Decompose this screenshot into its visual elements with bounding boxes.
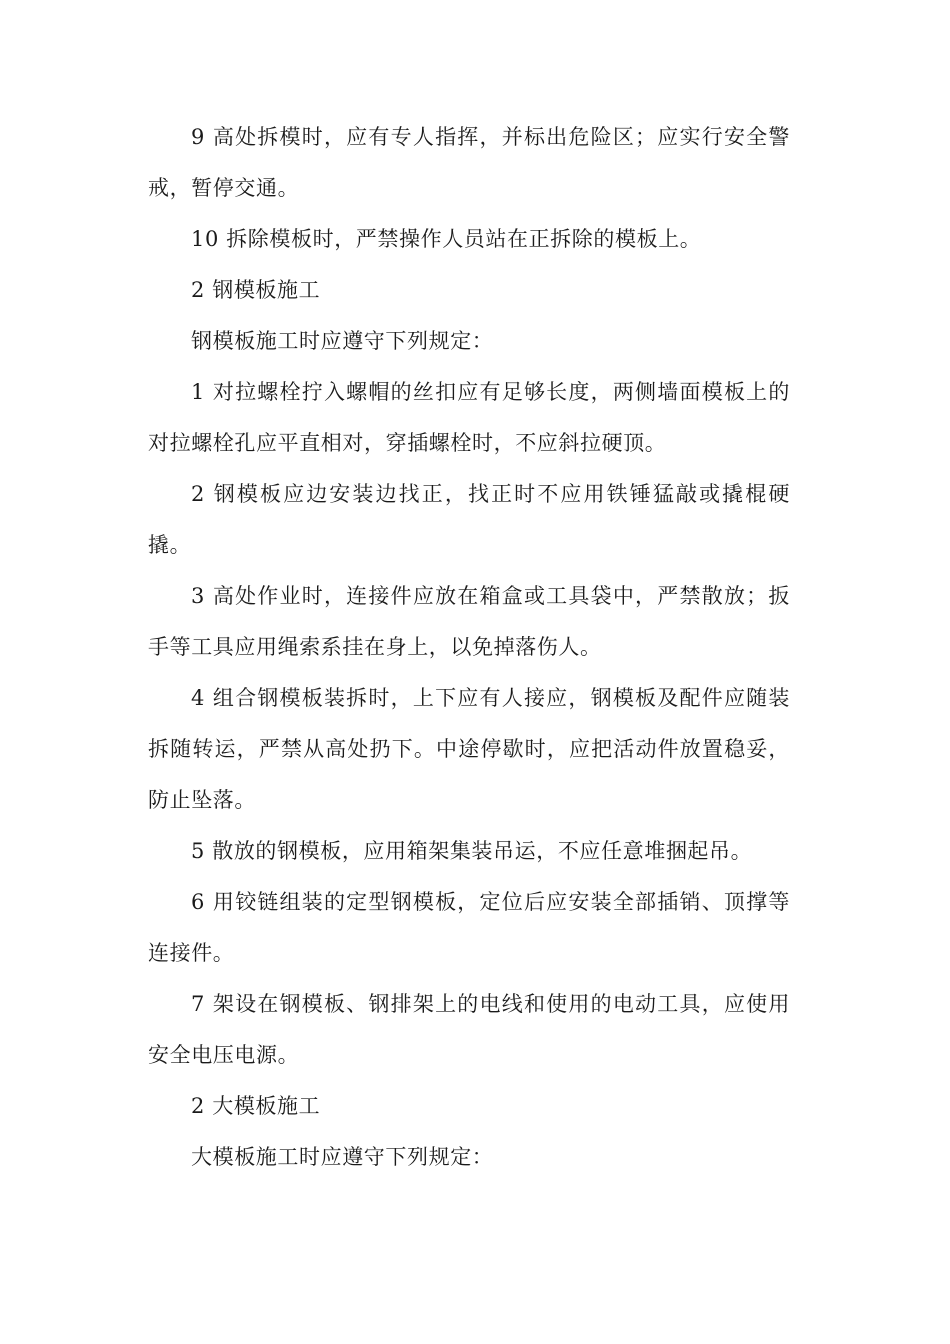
paragraph-steel-intro: 钢模板施工时应遵守下列规定： [191, 329, 494, 353]
section-heading-large-formwork: 2 大模板施工 [191, 1094, 321, 1118]
section-heading-steel-formwork: 2 钢模板施工 [191, 278, 321, 302]
paragraph-steel-item-2: 2 钢模板应边安装边找正，找正时不应用铁锤猛敲或撬棍硬撬。 [148, 482, 790, 557]
paragraph-steel-item-7: 7 架设在钢模板、钢排架上的电线和使用的电动工具，应使用安全电压电源。 [148, 992, 790, 1067]
paragraph-steel-item-3: 3 高处作业时，连接件应放在箱盒或工具袋中，严禁散放；扳手等工具应用绳索系挂在身上，以免掉落伤人。 [148, 584, 790, 659]
paragraph-steel-item-5: 5 散放的钢模板，应用箱架集装吊运，不应任意堆捆起吊。 [191, 839, 753, 863]
paragraph-large-intro: 大模板施工时应遵守下列规定： [191, 1145, 494, 1169]
paragraph-steel-item-4: 4 组合钢模板装拆时，上下应有人接应，钢模板及配件应随装拆随转运，严禁从高处扔下。中途停歇时，应把活动件放置稳妥，防止坠落。 [148, 686, 790, 812]
paragraph-dismantling-standing: 10 拆除模板时，严禁操作人员站在正拆除的模板上。 [191, 227, 702, 251]
paragraph-steel-item-1: 1 对拉螺栓拧入螺帽的丝扣应有足够长度，两侧墙面模板上的对拉螺栓孔应平直相对，穿插螺栓时，不应斜拉硬顶。 [148, 380, 790, 455]
document-body [148, 112, 790, 1183]
paragraph-high-dismantling: 9 高处拆模时，应有专人指挥，并标出危险区；应实行安全警戒，暂停交通。 [148, 125, 790, 200]
paragraph-steel-item-6: 6 用铰链组装的定型钢模板，定位后应安装全部插销、顶撑等连接件。 [148, 890, 790, 965]
